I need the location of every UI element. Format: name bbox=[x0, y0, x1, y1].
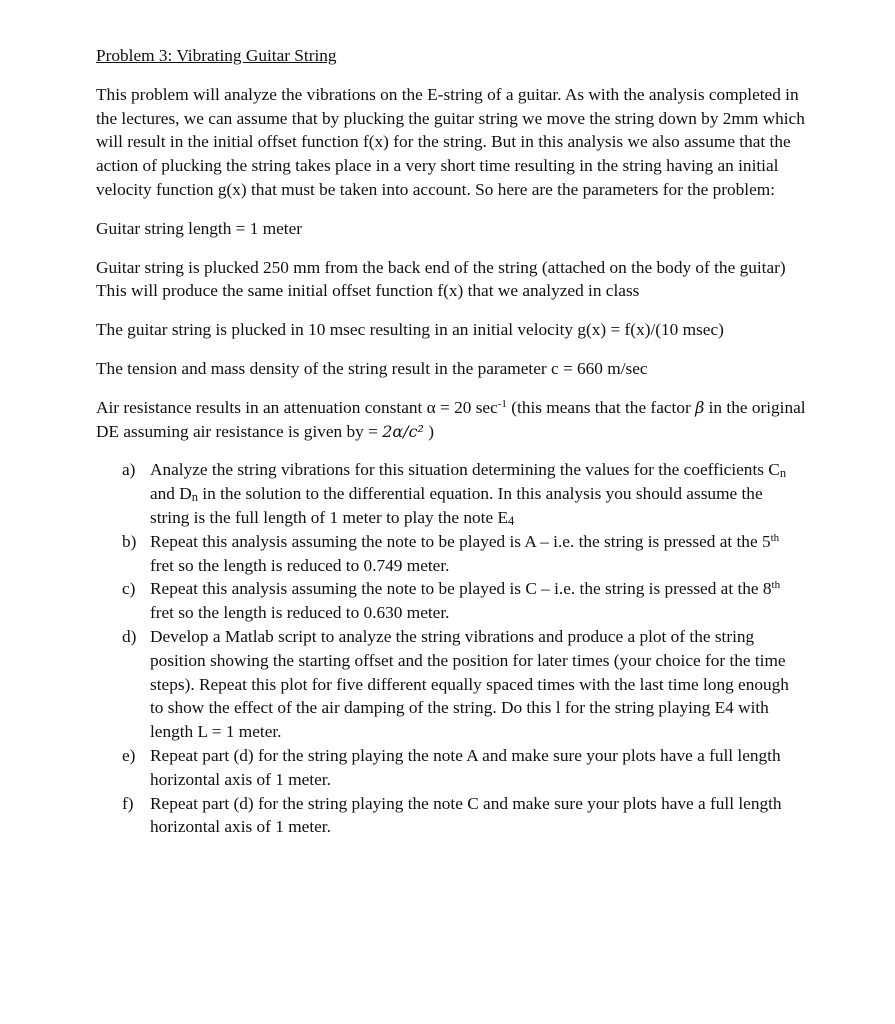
part-e-text: Repeat part (d) for the string playing the note A and make sure your plots have a full length horizontal axis of 1 meter. bbox=[150, 745, 781, 789]
part-a-text-3: in the solution to the differential equation. In this analysis you should assume the string is the full length of 1 meter to play the note E bbox=[150, 484, 763, 527]
beta-formula: 2α/c² bbox=[382, 421, 424, 441]
question-parts-list bbox=[96, 458, 806, 839]
air-text-end: ) bbox=[423, 421, 435, 441]
part-a-text-2: and D bbox=[150, 484, 192, 504]
intro-paragraph: This problem will analyze the vibrations on the E-string of a guitar. As with the analysis completed in the lectures, we can assume that by plucking the guitar string we move the string down by 2mm which will result in the initial offset function f(x) for the string. But in this analysis we also assume that the action of plucking the string takes place in a very short time resulting in the string having an initial velocity function g(x) that must be taken into account. So here are the parameters for the problem: bbox=[96, 84, 805, 199]
part-e bbox=[122, 744, 806, 792]
part-marker: d) bbox=[122, 626, 137, 646]
part-marker: a) bbox=[122, 460, 136, 480]
part-a-sub-3: 4 bbox=[508, 513, 515, 528]
part-c-text-1: Repeat this analysis assuming the note to be played is C – i.e. the string is pressed at the 8 bbox=[150, 579, 772, 599]
part-c bbox=[122, 577, 806, 625]
param-initial-velocity: The guitar string is plucked in 10 msec resulting in an initial velocity g(x) = f(x)/(10 msec) bbox=[96, 320, 724, 340]
part-marker: c) bbox=[122, 579, 136, 599]
part-f bbox=[122, 792, 806, 840]
part-b-text-2: fret so the length is reduced to 0.749 meter. bbox=[150, 555, 450, 575]
part-marker: e) bbox=[122, 745, 136, 765]
air-text-post: in the original DE assuming air resistance is given by = bbox=[96, 397, 806, 441]
param-wave-speed: The tension and mass density of the string result in the parameter c = 660 m/sec bbox=[96, 358, 648, 378]
part-marker: b) bbox=[122, 531, 137, 551]
part-d bbox=[122, 625, 806, 744]
param-string-length: Guitar string length = 1 meter bbox=[96, 218, 303, 238]
part-f-text: Repeat part (d) for the string playing the note C and make sure your plots have a full length horizontal axis of 1 meter. bbox=[150, 793, 782, 837]
part-a bbox=[122, 458, 806, 529]
part-a-sub-2: n bbox=[191, 490, 199, 505]
part-d-text: Develop a Matlab script to analyze the string vibrations and produce a plot of the string position showing the starting offset and the position for later times (your choice for the time steps). Repeat this plot for five different equally spaced times with the last time long enough to show the effect of the air damping of the string. Do this l for the string playing E4 with length L = 1 meter. bbox=[150, 626, 789, 742]
part-c-sup: th bbox=[771, 579, 781, 592]
part-b bbox=[122, 530, 806, 578]
air-text-pre: Air resistance results in an attenuation constant α = 20 sec bbox=[96, 397, 498, 417]
beta-symbol: β bbox=[695, 397, 705, 417]
part-marker: f) bbox=[122, 793, 134, 813]
part-b-text-1: Repeat this analysis assuming the note to be played is A – i.e. the string is pressed at the 5 bbox=[150, 531, 771, 551]
part-a-text-1: Analyze the string vibrations for this situation determining the values for the coefficients C bbox=[150, 460, 780, 480]
air-text-mid: (this means that the factor bbox=[506, 397, 696, 417]
air-exponent: -1 bbox=[497, 397, 507, 410]
part-b-sup: th bbox=[770, 531, 780, 544]
param-pluck-position: Guitar string is plucked 250 mm from the back end of the string (attached on the body of the guitar) This will produce the same initial offset function f(x) that we analyzed in class bbox=[96, 257, 786, 301]
part-a-sub-1: n bbox=[779, 466, 787, 481]
problem-title: Problem 3: Vibrating Guitar String bbox=[96, 46, 337, 65]
document-page bbox=[96, 44, 806, 839]
param-air-resistance bbox=[96, 396, 806, 444]
part-c-text-2: fret so the length is reduced to 0.630 meter. bbox=[150, 603, 450, 623]
